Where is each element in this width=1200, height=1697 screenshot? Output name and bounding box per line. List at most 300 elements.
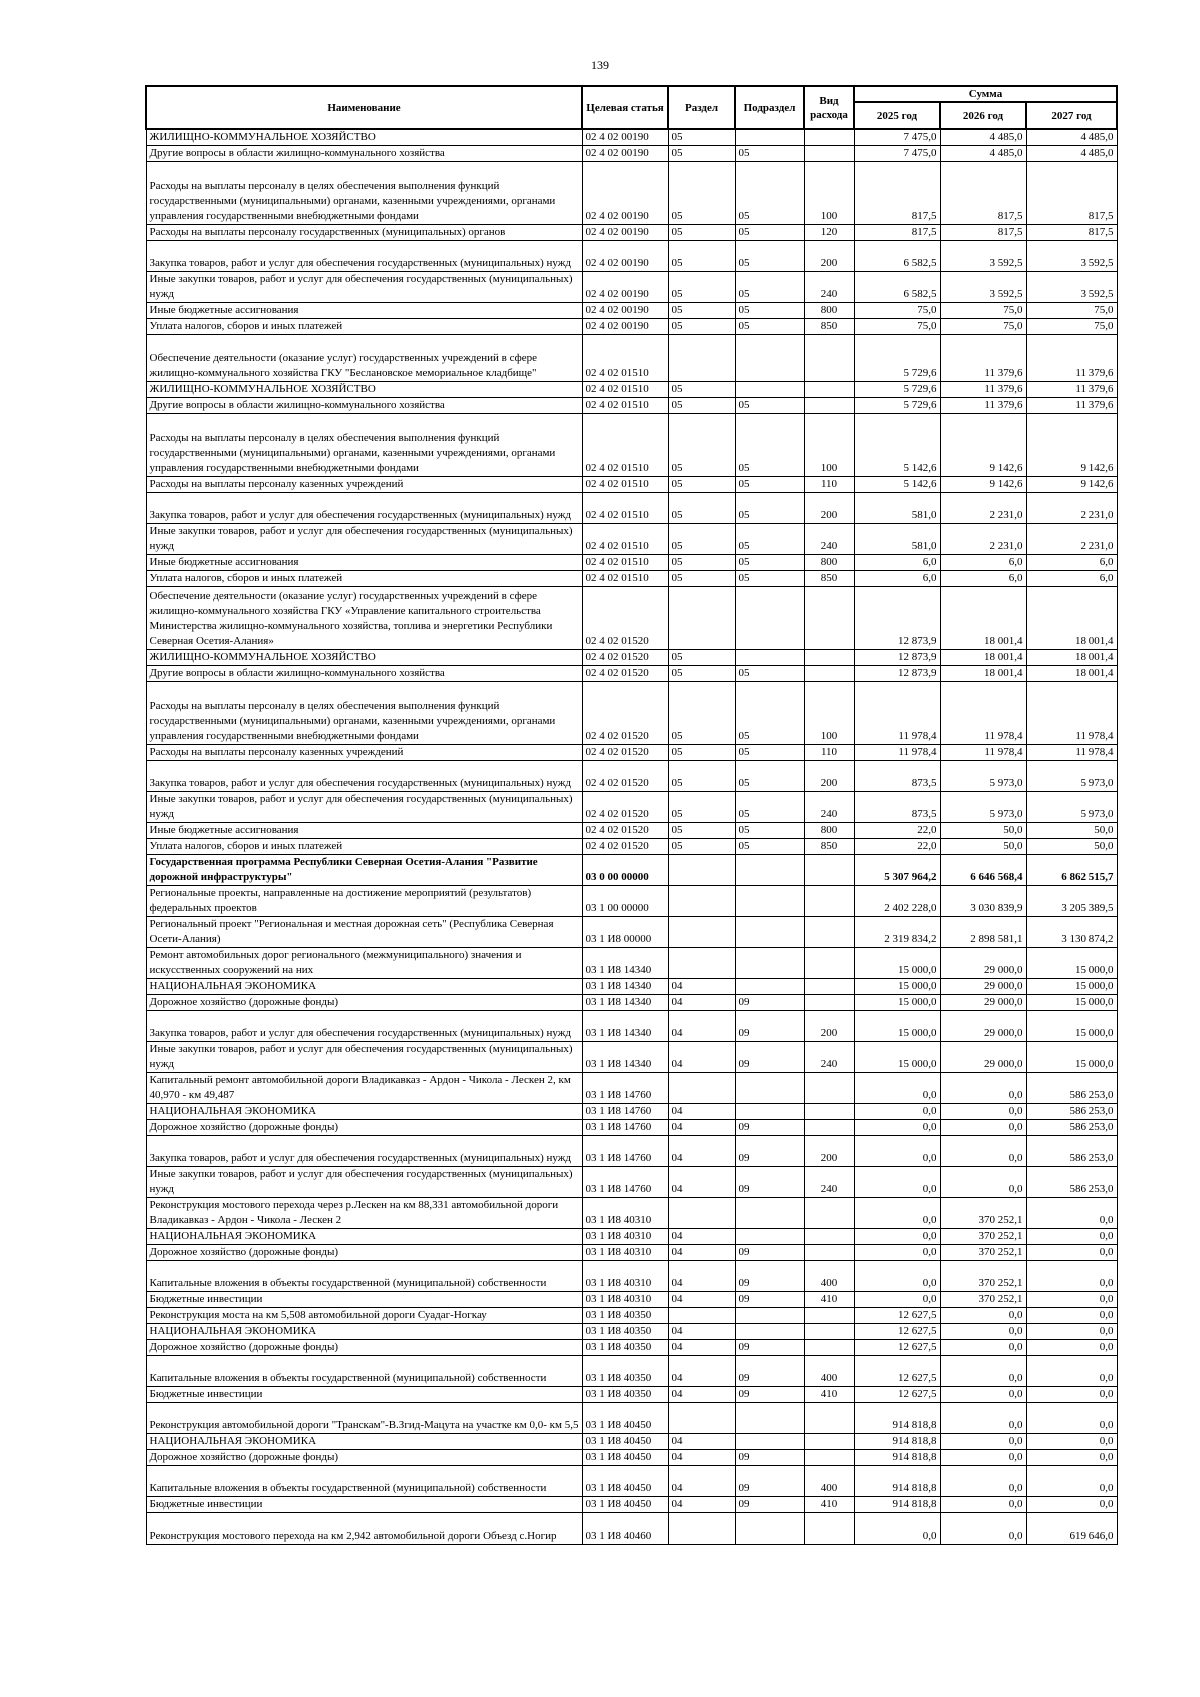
row-section: 04	[668, 1450, 735, 1466]
row-amount-2027: 11 978,4	[1026, 745, 1117, 761]
row-amount-2027: 586 253,0	[1026, 1120, 1117, 1136]
row-subsection: 09	[735, 1450, 804, 1466]
row-target-code: 02 4 02 01510	[582, 524, 668, 555]
row-subsection	[735, 1324, 804, 1340]
row-target-code: 03 1 И8 40450	[582, 1450, 668, 1466]
row-target-code: 02 4 02 00190	[582, 303, 668, 319]
row-amount-2025: 0,0	[854, 1198, 940, 1229]
row-amount-2026: 2 231,0	[940, 524, 1026, 555]
table-row	[146, 1073, 1117, 1104]
table-row	[146, 1292, 1117, 1308]
header-year-2026: 2026 год	[940, 102, 1026, 129]
row-amount-2025: 0,0	[854, 1245, 940, 1261]
table-row	[146, 1356, 1117, 1387]
table-row	[146, 761, 1117, 792]
row-expense-type: 240	[804, 1042, 854, 1073]
row-amount-2025: 0,0	[854, 1073, 940, 1104]
row-subsection: 05	[735, 493, 804, 524]
row-expense-type	[804, 129, 854, 146]
row-amount-2027: 6,0	[1026, 571, 1117, 587]
row-section	[668, 855, 735, 886]
row-name: Закупка товаров, работ и услуг для обеспечения государственных (муниципальных) нужд	[146, 241, 582, 272]
row-expense-type: 800	[804, 303, 854, 319]
row-subsection	[735, 1229, 804, 1245]
row-amount-2025: 0,0	[854, 1167, 940, 1198]
row-amount-2025: 914 818,8	[854, 1497, 940, 1513]
row-expense-type	[804, 382, 854, 398]
row-target-code: 03 1 И8 40350	[582, 1308, 668, 1324]
row-expense-type	[804, 398, 854, 414]
table-row	[146, 839, 1117, 855]
row-name: Закупка товаров, работ и услуг для обеспечения государственных (муниципальных) нужд	[146, 761, 582, 792]
row-amount-2027: 75,0	[1026, 303, 1117, 319]
row-section	[668, 587, 735, 650]
row-expense-type: 200	[804, 241, 854, 272]
row-amount-2025: 581,0	[854, 524, 940, 555]
row-subsection: 05	[735, 666, 804, 682]
row-amount-2025: 5 307 964,2	[854, 855, 940, 886]
row-expense-type: 100	[804, 414, 854, 477]
row-section: 04	[668, 1120, 735, 1136]
row-amount-2026: 370 252,1	[940, 1229, 1026, 1245]
row-amount-2026: 2 898 581,1	[940, 917, 1026, 948]
row-amount-2027: 15 000,0	[1026, 1011, 1117, 1042]
row-expense-type	[804, 1198, 854, 1229]
row-amount-2027: 0,0	[1026, 1356, 1117, 1387]
row-name: Реконструкция мостового перехода на км 2,942 автомобильной дороги Объезд с.Ногир	[146, 1513, 582, 1545]
row-amount-2026: 0,0	[940, 1356, 1026, 1387]
row-target-code: 02 4 02 01510	[582, 555, 668, 571]
row-target-code: 02 4 02 00190	[582, 162, 668, 225]
row-target-code: 03 1 И8 00000	[582, 917, 668, 948]
row-section: 04	[668, 1356, 735, 1387]
row-name: Обеспечение деятельности (оказание услуг) государственных учреждений в сфере жилищно-коммунального хозяйства ГКУ "Беслановское мемориальное кладбище"	[146, 335, 582, 382]
table-row	[146, 398, 1117, 414]
row-amount-2026: 0,0	[940, 1497, 1026, 1513]
row-amount-2027: 0,0	[1026, 1292, 1117, 1308]
row-section: 05	[668, 493, 735, 524]
row-expense-type: 200	[804, 1011, 854, 1042]
row-expense-type	[804, 335, 854, 382]
row-expense-type	[804, 1104, 854, 1120]
table-row	[146, 146, 1117, 162]
row-target-code: 03 1 И8 40450	[582, 1434, 668, 1450]
row-amount-2027: 0,0	[1026, 1324, 1117, 1340]
row-target-code: 03 1 И8 40350	[582, 1324, 668, 1340]
row-section: 05	[668, 571, 735, 587]
table-row	[146, 855, 1117, 886]
row-section: 05	[668, 745, 735, 761]
row-subsection	[735, 1403, 804, 1434]
row-amount-2025: 0,0	[854, 1292, 940, 1308]
row-amount-2027: 9 142,6	[1026, 414, 1117, 477]
row-target-code: 02 4 02 01510	[582, 398, 668, 414]
row-target-code: 03 1 И8 14760	[582, 1073, 668, 1104]
row-section: 04	[668, 1434, 735, 1450]
row-expense-type: 410	[804, 1292, 854, 1308]
table-row	[146, 1198, 1117, 1229]
row-section: 05	[668, 823, 735, 839]
table-row	[146, 1229, 1117, 1245]
row-section: 05	[668, 129, 735, 146]
row-name: Закупка товаров, работ и услуг для обеспечения государственных (муниципальных) нужд	[146, 1136, 582, 1167]
row-amount-2026: 3 030 839,9	[940, 886, 1026, 917]
row-amount-2026: 0,0	[940, 1340, 1026, 1356]
row-expense-type	[804, 886, 854, 917]
table-row	[146, 555, 1117, 571]
row-section: 05	[668, 303, 735, 319]
row-amount-2027: 0,0	[1026, 1387, 1117, 1403]
row-section: 04	[668, 1167, 735, 1198]
row-target-code: 03 1 И8 40310	[582, 1198, 668, 1229]
row-amount-2025: 22,0	[854, 839, 940, 855]
table-row	[146, 1261, 1117, 1292]
table-row	[146, 995, 1117, 1011]
row-target-code: 02 4 02 01520	[582, 745, 668, 761]
row-expense-type	[804, 1340, 854, 1356]
row-subsection: 05	[735, 682, 804, 745]
row-target-code: 02 4 02 01520	[582, 839, 668, 855]
row-amount-2027: 15 000,0	[1026, 995, 1117, 1011]
row-amount-2025: 15 000,0	[854, 1011, 940, 1042]
row-amount-2027: 0,0	[1026, 1403, 1117, 1434]
table-row	[146, 382, 1117, 398]
row-amount-2027: 586 253,0	[1026, 1167, 1117, 1198]
row-amount-2025: 0,0	[854, 1513, 940, 1545]
row-amount-2026: 11 379,6	[940, 382, 1026, 398]
row-amount-2025: 15 000,0	[854, 1042, 940, 1073]
row-name: Расходы на выплаты персоналу в целях обеспечения выполнения функций государственными (муниципальными) органами, казенными учреждениями, органами управления государственными внебюджетными фондами	[146, 162, 582, 225]
row-name: Капитальные вложения в объекты государственной (муниципальной) собственности	[146, 1356, 582, 1387]
row-amount-2025: 581,0	[854, 493, 940, 524]
row-amount-2025: 7 475,0	[854, 146, 940, 162]
row-target-code: 02 4 02 01520	[582, 823, 668, 839]
row-amount-2026: 370 252,1	[940, 1198, 1026, 1229]
row-expense-type	[804, 1245, 854, 1261]
row-subsection	[735, 650, 804, 666]
row-expense-type: 410	[804, 1497, 854, 1513]
row-subsection: 05	[735, 823, 804, 839]
row-name: НАЦИОНАЛЬНАЯ ЭКОНОМИКА	[146, 1434, 582, 1450]
row-expense-type	[804, 1120, 854, 1136]
row-target-code: 02 4 02 01510	[582, 477, 668, 493]
table-row	[146, 682, 1117, 745]
row-subsection	[735, 979, 804, 995]
row-expense-type: 240	[804, 792, 854, 823]
table-row	[146, 493, 1117, 524]
table-row	[146, 1120, 1117, 1136]
row-section	[668, 886, 735, 917]
row-amount-2026: 6 646 568,4	[940, 855, 1026, 886]
row-name: Дорожное хозяйство (дорожные фонды)	[146, 1120, 582, 1136]
row-amount-2027: 18 001,4	[1026, 666, 1117, 682]
row-target-code: 03 1 И8 40350	[582, 1356, 668, 1387]
row-amount-2026: 370 252,1	[940, 1245, 1026, 1261]
table-row	[146, 1513, 1117, 1545]
row-target-code: 02 4 02 01520	[582, 650, 668, 666]
row-name: Расходы на выплаты персоналу казенных учреждений	[146, 477, 582, 493]
row-name: ЖИЛИЩНО-КОММУНАЛЬНОЕ ХОЗЯЙСТВО	[146, 129, 582, 146]
row-target-code: 02 4 02 01510	[582, 335, 668, 382]
row-amount-2025: 914 818,8	[854, 1434, 940, 1450]
row-subsection: 05	[735, 839, 804, 855]
row-amount-2027: 2 231,0	[1026, 524, 1117, 555]
row-amount-2025: 914 818,8	[854, 1403, 940, 1434]
row-target-code: 03 1 И8 14340	[582, 948, 668, 979]
row-amount-2026: 29 000,0	[940, 979, 1026, 995]
row-section: 05	[668, 272, 735, 303]
row-name: Уплата налогов, сборов и иных платежей	[146, 571, 582, 587]
row-expense-type: 850	[804, 319, 854, 335]
row-amount-2027: 586 253,0	[1026, 1104, 1117, 1120]
row-section: 04	[668, 1245, 735, 1261]
header-section: Раздел	[668, 86, 735, 129]
header-subsection: Подраздел	[735, 86, 804, 129]
row-name: Региональный проект "Региональная и местная дорожная сеть" (Республика Северная Осети-Алания)	[146, 917, 582, 948]
row-amount-2027: 0,0	[1026, 1308, 1117, 1324]
row-section: 05	[668, 414, 735, 477]
row-amount-2026: 75,0	[940, 303, 1026, 319]
row-amount-2025: 0,0	[854, 1104, 940, 1120]
table-row	[146, 745, 1117, 761]
row-name: Обеспечение деятельности (оказание услуг) государственных учреждений в сфере жилищно-коммунального хозяйства ГКУ «Управление капитального строительства Министерства жилищно-коммунального хозяйства, топлива и энергетики Республики Северная Осетия-Алания»	[146, 587, 582, 650]
row-amount-2027: 4 485,0	[1026, 146, 1117, 162]
row-expense-type: 200	[804, 761, 854, 792]
row-section: 04	[668, 1387, 735, 1403]
row-amount-2025: 6,0	[854, 571, 940, 587]
row-amount-2027: 3 130 874,2	[1026, 917, 1117, 948]
table-row	[146, 414, 1117, 477]
row-subsection	[735, 1104, 804, 1120]
row-amount-2026: 9 142,6	[940, 414, 1026, 477]
row-expense-type: 120	[804, 225, 854, 241]
row-amount-2026: 4 485,0	[940, 129, 1026, 146]
row-amount-2027: 0,0	[1026, 1261, 1117, 1292]
table-row	[146, 1136, 1117, 1167]
row-amount-2025: 15 000,0	[854, 948, 940, 979]
row-expense-type	[804, 948, 854, 979]
table-row	[146, 303, 1117, 319]
row-amount-2026: 5 973,0	[940, 761, 1026, 792]
row-subsection: 09	[735, 995, 804, 1011]
row-name: Дорожное хозяйство (дорожные фонды)	[146, 1340, 582, 1356]
row-name: НАЦИОНАЛЬНАЯ ЭКОНОМИКА	[146, 1104, 582, 1120]
row-section: 04	[668, 1292, 735, 1308]
row-expense-type: 110	[804, 477, 854, 493]
table-row	[146, 886, 1117, 917]
row-amount-2027: 11 379,6	[1026, 335, 1117, 382]
row-section: 05	[668, 666, 735, 682]
row-subsection: 05	[735, 745, 804, 761]
table-row	[146, 823, 1117, 839]
row-subsection: 05	[735, 241, 804, 272]
table-row	[146, 917, 1117, 948]
table-row	[146, 241, 1117, 272]
row-amount-2027: 18 001,4	[1026, 587, 1117, 650]
table-row	[146, 272, 1117, 303]
row-section: 05	[668, 382, 735, 398]
row-target-code: 03 1 И8 14340	[582, 1011, 668, 1042]
row-amount-2027: 619 646,0	[1026, 1513, 1117, 1545]
row-amount-2026: 0,0	[940, 1403, 1026, 1434]
row-amount-2027: 586 253,0	[1026, 1073, 1117, 1104]
row-amount-2025: 0,0	[854, 1229, 940, 1245]
row-target-code: 02 4 02 01520	[582, 666, 668, 682]
row-amount-2026: 11 978,4	[940, 682, 1026, 745]
row-section	[668, 917, 735, 948]
row-amount-2026: 0,0	[940, 1167, 1026, 1198]
row-expense-type	[804, 146, 854, 162]
row-amount-2026: 0,0	[940, 1104, 1026, 1120]
row-section: 04	[668, 979, 735, 995]
row-amount-2027: 817,5	[1026, 225, 1117, 241]
row-subsection	[735, 1434, 804, 1450]
row-target-code: 02 4 02 01520	[582, 761, 668, 792]
row-amount-2025: 12 627,5	[854, 1387, 940, 1403]
row-section	[668, 1403, 735, 1434]
table-row	[146, 319, 1117, 335]
row-amount-2026: 0,0	[940, 1073, 1026, 1104]
budget-table	[145, 85, 1118, 1545]
row-section: 04	[668, 1466, 735, 1497]
row-subsection: 09	[735, 1011, 804, 1042]
row-subsection	[735, 382, 804, 398]
row-target-code: 03 1 И8 40450	[582, 1497, 668, 1513]
row-amount-2027: 15 000,0	[1026, 948, 1117, 979]
row-amount-2026: 0,0	[940, 1450, 1026, 1466]
row-section: 05	[668, 792, 735, 823]
row-section: 05	[668, 241, 735, 272]
row-amount-2027: 0,0	[1026, 1434, 1117, 1450]
row-amount-2026: 9 142,6	[940, 477, 1026, 493]
table-row	[146, 1387, 1117, 1403]
row-name: Иные бюджетные ассигнования	[146, 303, 582, 319]
row-subsection	[735, 129, 804, 146]
row-name: Капитальные вложения в объекты государственной (муниципальной) собственности	[146, 1466, 582, 1497]
row-section: 04	[668, 1011, 735, 1042]
row-name: Бюджетные инвестиции	[146, 1292, 582, 1308]
row-amount-2025: 0,0	[854, 1136, 940, 1167]
row-subsection	[735, 1513, 804, 1545]
row-subsection	[735, 587, 804, 650]
table-row	[146, 1167, 1117, 1198]
row-name: Иные закупки товаров, работ и услуг для обеспечения государственных (муниципальных) нужд	[146, 1042, 582, 1073]
row-subsection: 09	[735, 1497, 804, 1513]
header-year-2027: 2027 год	[1026, 102, 1117, 129]
row-amount-2025: 12 627,5	[854, 1324, 940, 1340]
row-name: Иные бюджетные ассигнования	[146, 555, 582, 571]
row-target-code: 03 1 И8 14760	[582, 1120, 668, 1136]
row-subsection: 05	[735, 555, 804, 571]
row-expense-type	[804, 995, 854, 1011]
row-name: Иные закупки товаров, работ и услуг для обеспечения государственных (муниципальных) нужд	[146, 792, 582, 823]
row-target-code: 03 1 И8 14760	[582, 1104, 668, 1120]
row-subsection: 05	[735, 319, 804, 335]
row-amount-2027: 11 379,6	[1026, 398, 1117, 414]
row-expense-type: 800	[804, 555, 854, 571]
row-name: НАЦИОНАЛЬНАЯ ЭКОНОМИКА	[146, 979, 582, 995]
row-name: Реконструкция мостового перехода через р.Лескен на км 88,331 автомобильной дороги Владикавказ - Ардон - Чикола - Лескен 2	[146, 1198, 582, 1229]
row-amount-2027: 5 973,0	[1026, 761, 1117, 792]
row-amount-2026: 6,0	[940, 571, 1026, 587]
row-section	[668, 1073, 735, 1104]
row-amount-2027: 817,5	[1026, 162, 1117, 225]
row-amount-2027: 5 973,0	[1026, 792, 1117, 823]
row-name: Закупка товаров, работ и услуг для обеспечения государственных (муниципальных) нужд	[146, 1011, 582, 1042]
row-amount-2026: 18 001,4	[940, 587, 1026, 650]
row-section: 04	[668, 1497, 735, 1513]
table-row	[146, 1308, 1117, 1324]
row-subsection: 05	[735, 761, 804, 792]
row-amount-2026: 50,0	[940, 823, 1026, 839]
row-amount-2025: 873,5	[854, 761, 940, 792]
row-name: Капитальные вложения в объекты государственной (муниципальной) собственности	[146, 1261, 582, 1292]
row-expense-type: 410	[804, 1387, 854, 1403]
row-amount-2026: 75,0	[940, 319, 1026, 335]
table-row	[146, 524, 1117, 555]
row-subsection: 05	[735, 792, 804, 823]
table-row	[146, 1011, 1117, 1042]
row-name: Государственная программа Республики Северная Осетия-Алания "Развитие дорожной инфраструктуры"	[146, 855, 582, 886]
row-amount-2026: 11 379,6	[940, 335, 1026, 382]
row-amount-2027: 11 379,6	[1026, 382, 1117, 398]
row-amount-2025: 12 873,9	[854, 587, 940, 650]
row-name: Расходы на выплаты персоналу казенных учреждений	[146, 745, 582, 761]
row-section: 05	[668, 761, 735, 792]
row-name: Уплата налогов, сборов и иных платежей	[146, 319, 582, 335]
row-subsection: 09	[735, 1167, 804, 1198]
row-amount-2025: 5 729,6	[854, 335, 940, 382]
row-name: Дорожное хозяйство (дорожные фонды)	[146, 1245, 582, 1261]
row-amount-2025: 22,0	[854, 823, 940, 839]
table-row	[146, 587, 1117, 650]
row-subsection: 09	[735, 1387, 804, 1403]
row-amount-2026: 18 001,4	[940, 666, 1026, 682]
row-amount-2027: 0,0	[1026, 1229, 1117, 1245]
row-amount-2027: 15 000,0	[1026, 979, 1117, 995]
row-amount-2025: 0,0	[854, 1261, 940, 1292]
row-subsection	[735, 1073, 804, 1104]
row-expense-type	[804, 1308, 854, 1324]
row-amount-2027: 2 231,0	[1026, 493, 1117, 524]
table-row	[146, 1340, 1117, 1356]
row-subsection: 09	[735, 1136, 804, 1167]
row-expense-type	[804, 1073, 854, 1104]
row-amount-2027: 18 001,4	[1026, 650, 1117, 666]
row-target-code: 02 4 02 01510	[582, 382, 668, 398]
row-amount-2026: 817,5	[940, 225, 1026, 241]
row-amount-2026: 3 592,5	[940, 272, 1026, 303]
row-target-code: 02 4 02 01520	[582, 682, 668, 745]
row-name: Расходы на выплаты персоналу государственных (муниципальных) органов	[146, 225, 582, 241]
row-section: 05	[668, 162, 735, 225]
row-name: Расходы на выплаты персоналу в целях обеспечения выполнения функций государственными (муниципальными) органами, казенными учреждениями, органами управления государственными внебюджетными фондами	[146, 682, 582, 745]
row-amount-2027: 0,0	[1026, 1198, 1117, 1229]
row-section: 05	[668, 682, 735, 745]
row-expense-type: 400	[804, 1356, 854, 1387]
row-subsection: 05	[735, 225, 804, 241]
row-amount-2025: 0,0	[854, 1120, 940, 1136]
row-subsection: 09	[735, 1356, 804, 1387]
row-section	[668, 1198, 735, 1229]
row-amount-2025: 2 402 228,0	[854, 886, 940, 917]
row-target-code: 03 1 И8 40460	[582, 1513, 668, 1545]
row-amount-2025: 5 729,6	[854, 382, 940, 398]
row-amount-2027: 0,0	[1026, 1245, 1117, 1261]
row-target-code: 03 1 И8 40310	[582, 1229, 668, 1245]
row-amount-2025: 817,5	[854, 225, 940, 241]
row-expense-type	[804, 666, 854, 682]
